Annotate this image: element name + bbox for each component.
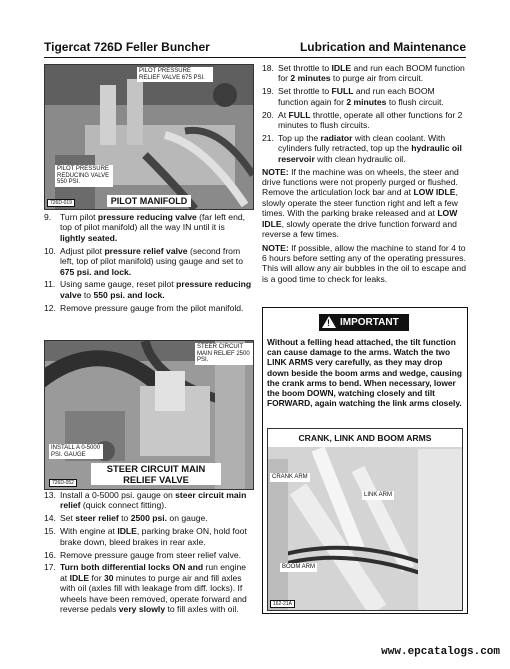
figure-id: 162-21A: [270, 600, 295, 608]
important-box: [262, 307, 468, 614]
figure-caption: PILOT MANIFOLD: [107, 195, 191, 207]
manual-title: Tigercat 726D Feller Buncher: [44, 40, 210, 54]
figure-caption: STEER CIRCUIT MAIN RELIEF VALVE: [91, 463, 221, 485]
arms-photo: [267, 428, 463, 611]
pilot-manifold-photo: [44, 64, 254, 210]
watermark: www.epcatalogs.com: [381, 646, 500, 658]
left-steps-b: [44, 490, 252, 617]
header-rule: [44, 57, 466, 58]
important-text: Without a felling head attached, the tilt function can cause damage to the arms. Watch the two LINK ARMS very carefully, as they may drop down beside the boom arms and wedge, causing the crank arms to bend. When necessary, lower the boom DOWN, watching closely and tilt FORWARD, again watching the link arms closely.: [267, 337, 462, 409]
step-18: 18. Set throttle to IDLE and run each BOOM function for 2 minutes to purge air from circuit.: [262, 63, 465, 84]
step-13: 13. Install a 0-5000 psi. gauge on steer circuit main relief (quick connect fitting).: [44, 490, 247, 511]
left-steps-a: [44, 212, 252, 316]
pilot-manifold-image: [45, 65, 253, 209]
step-21: 21. Top up the radiator with clean coolant. With cylinders fully retracted, top up the hydraulic oil reservoir with clean hydraulic oil.: [262, 132, 462, 164]
relief-valve-label: PILOT PRESSURE RELIEF VALVE 675 PSI.: [137, 67, 213, 82]
note-stand: NOTE: If possible, allow the machine to stand for 4 to 6 hours before setting any of the operating pressures. This will allow any air bubbles in the oil to escape and is a good time to check for leaks.: [262, 242, 466, 284]
step-15: 15. With engine at IDLE, parking brake ON, hold foot brake down, bleed brakes in rear axle.: [44, 526, 247, 547]
steer-relief-label: STEER CIRCUIT MAIN RELIEF 2500 PSI.: [195, 343, 253, 365]
reducing-valve-label: PILOT PRESSURE REDUCING VALVE 550 PSI.: [55, 165, 113, 187]
right-steps: [262, 63, 466, 287]
arms-image: [268, 429, 462, 610]
step-10: 10. Adjust pilot pressure relief valve (second from left, top of pilot manifold) using gauge and set to 675 psi. and lock.: [44, 245, 243, 277]
crank-arm-label: CRANK ARM: [272, 474, 308, 480]
step-17: 17. Turn both differential locks ON and run engine at IDLE for 30 minutes to purge air and fill axles with oil (axles fill with leakage from diff. locks). If wheels have been removed, operate forward and reverse pedals very slowly to fill axles with oil.: [44, 562, 247, 615]
boom-arm-label: BOOM ARM: [282, 564, 316, 570]
page-header: [44, 40, 466, 56]
step-14: 14. Set steer relief to 2500 psi. on gauge.: [44, 513, 208, 524]
gauge-label: INSTALL A 0-5000 PSI. GAUGE: [49, 444, 103, 459]
step-19: 19. Set throttle to FULL and run each BOOM function again for 2 minutes to flush circuit.: [262, 86, 444, 107]
important-heading: ! IMPORTANT: [319, 314, 409, 331]
figure-id: 726D-052: [49, 479, 77, 487]
arms-title: CRANK, LINK AND BOOM ARMS: [274, 433, 456, 444]
steer-relief-photo: [44, 340, 254, 490]
figure-id: 726D-019: [47, 199, 75, 207]
step-9: 9. Turn pilot pressure reducing valve (far left end, top of pilot manifold) all the way IN until it is lightly seated.: [44, 212, 246, 243]
link-arm-label: LINK ARM: [364, 492, 393, 498]
note-flush: NOTE: If the machine was on wheels, the steer and drive functions were not properly purged or flushed. Remove the articulation lock bar and at LOW IDLE, slowly operate the steer function right and left a few times. With the parking brake released and at LOW IDLE, slowly operate the drive function forward and reverse a few times.: [262, 166, 459, 240]
step-16: 16. Remove pressure gauge from steer relief valve.: [44, 549, 242, 560]
step-11: 11. Using same gauge, reset pilot pressure reducing valve to 550 psi. and lock.: [44, 279, 252, 300]
step-20: 20. At FULL throttle, operate all other functions for 2 minutes to flush circuits.: [262, 109, 463, 131]
section-title: Lubrication and Maintenance: [299, 40, 466, 54]
step-12: 12. Remove pressure gauge from the pilot manifold.: [44, 302, 244, 313]
